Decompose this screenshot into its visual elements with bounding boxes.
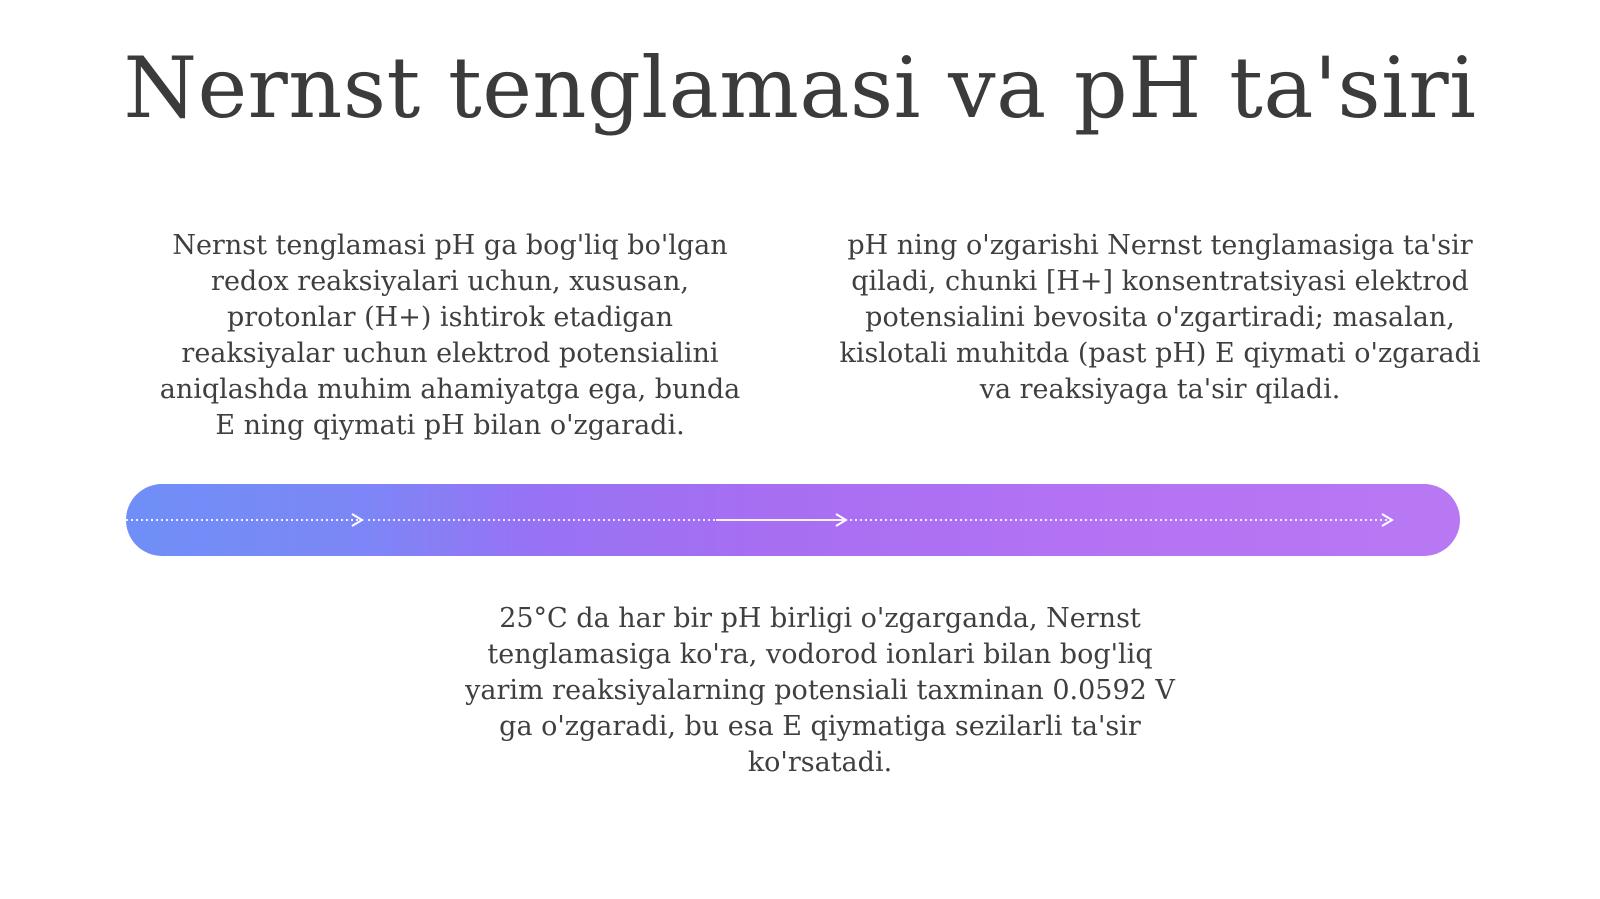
- text-block-right: pH ning o'zgarishi Nernst tenglamasiga ta'sir qiladi, chunki [H+] konsentratsiyasi elektrod potensialini bevosita o'zgartiradi; masalan, kislotali muhitda (past pH) E qiymati o'zgaradi va reaksiyaga ta'sir qiladi.: [839, 230, 1481, 405]
- slide-title: Nernst tenglamasi va pH ta'siri: [123, 39, 1477, 137]
- text-block-left: Nernst tenglamasi pH ga bog'liq bo'lgan redox reaksiyalari uchun, xususan, protonlar (H+) ishtirok etadigan reaksiyalar uchun elektrod potensialini aniqlashda muhim ahamiyatga ega, bunda E ning qiymati pH bilan o'zgaradi.: [159, 230, 741, 441]
- text-block-bottom: 25°C da har bir pH birligi o'zgarganda, Nernst tenglamasiga ko'ra, vodorod ionlari bilan bog'liq yarim reaksiyalarning potensiali taxminan 0.0592 V ga o'zgaradi, bu esa E qiymatiga sezilarli ta'sir ko'rsatadi.: [465, 603, 1175, 778]
- timeline-bar: [126, 484, 1460, 556]
- timeline-arrows: [126, 484, 1460, 556]
